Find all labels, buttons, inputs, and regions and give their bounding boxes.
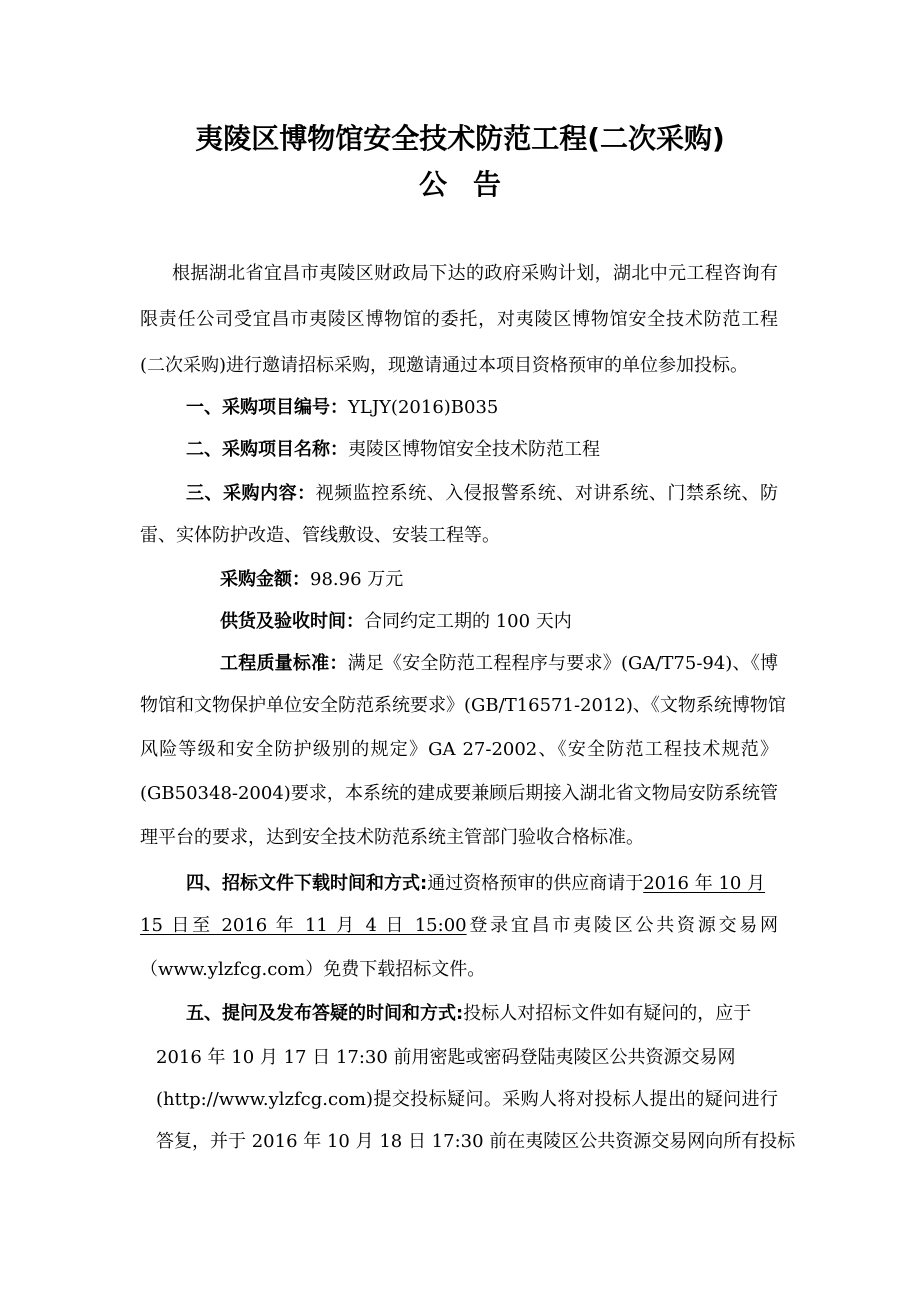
item-download-line-3: （www.ylzfcg.com）免费下载招标文件。 xyxy=(140,959,486,980)
quality-line-4: (GB50348-2004)要求，本系统的建成要兼顾后期接入湖北省文物局安防系统管 xyxy=(140,783,778,804)
item-project-number-value: YLJY(2016)B035 xyxy=(348,397,499,418)
item-questions xyxy=(186,1002,751,1026)
item-download xyxy=(186,872,765,896)
purchase-amount-value: 98.96 万元 xyxy=(310,569,404,590)
quality-line-3: 风险等级和安全防护级别的规定》GA 27-2002、《安全防范工程技术规范》 xyxy=(140,739,778,760)
document-subtitle: 公告 xyxy=(418,168,527,201)
item-questions-line-2: 2016 年 10 月 17 日 17:30 前用密匙或密码登陆夷陵区公共资源交易网 xyxy=(156,1047,736,1068)
document-title: 夷陵区博物馆安全技术防范工程(二次采购) xyxy=(195,122,725,155)
item-download-label: 四、招标文件下载时间和方式: xyxy=(186,873,428,894)
quality-line-2: 物馆和文物保护单位安全防范系统要求》(GB/T16571-2012)、《文物系统博物馆 xyxy=(140,695,786,716)
quality-line-5: 理平台的要求，达到安全技术防范系统主管部门验收合格标准。 xyxy=(140,827,644,848)
item-content xyxy=(186,482,778,506)
download-start-date: 2016 年 10 月 xyxy=(643,873,766,894)
intro-line-2: 限责任公司受宜昌市夷陵区博物馆的委托，对夷陵区博物馆安全技术防范工程 xyxy=(140,309,778,330)
item-questions-line-4: 答复，并于 2016 年 10 月 18 日 17:30 前在夷陵区公共资源交易网向所有投标 xyxy=(156,1131,796,1152)
item-project-name-label: 二、采购项目名称： xyxy=(186,439,348,460)
item-download-line-2 xyxy=(140,914,778,938)
delivery-time xyxy=(220,610,572,634)
download-end-date: 15 日至 2016 年 11 月 4 日 15:00 xyxy=(140,915,467,936)
item-download-text-2: 登录宜昌市夷陵区公共资源交易网 xyxy=(466,915,779,936)
purchase-amount-label: 采购金额： xyxy=(220,569,310,590)
item-project-number-label: 一、采购项目编号： xyxy=(186,397,348,418)
item-content-label: 三、采购内容： xyxy=(186,483,316,504)
intro-line-1: 根据湖北省宜昌市夷陵区财政局下达的政府采购计划，湖北中元工程咨询有 xyxy=(172,263,778,284)
intro-line-3: (二次采购)进行邀请招标采购，现邀请通过本项目资格预审的单位参加投标。 xyxy=(140,355,749,376)
item-content-value-1: 视频监控系统、入侵报警系统、对讲系统、门禁系统、防 xyxy=(315,483,779,504)
quality-standard-label: 工程质量标准： xyxy=(220,653,348,674)
delivery-time-label: 供货及验收时间： xyxy=(220,611,364,632)
item-project-name-value: 夷陵区博物馆安全技术防范工程 xyxy=(348,439,600,460)
item-download-text: 通过资格预审的供应商请于 xyxy=(427,873,644,894)
quality-standard xyxy=(220,652,778,676)
item-questions-text: 投标人对招标文件如有疑问的，应于 xyxy=(463,1003,752,1024)
item-questions-label: 五、提问及发布答疑的时间和方式: xyxy=(186,1003,464,1024)
item-content-line-2: 雷、实体防护改造、管线敷设、安装工程等。 xyxy=(140,525,500,546)
purchase-amount xyxy=(220,568,403,592)
item-project-number xyxy=(186,396,498,420)
delivery-time-value: 合同约定工期的 100 天内 xyxy=(364,611,572,632)
item-project-name xyxy=(186,438,600,462)
quality-standard-value-1: 满足《安全防范工程程序与要求》(GA/T75-94)、《博 xyxy=(347,653,778,674)
item-questions-line-3: (http://www.ylzfcg.com)提交投标疑问。采购人将对投标人提出的疑问进行 xyxy=(156,1089,778,1110)
